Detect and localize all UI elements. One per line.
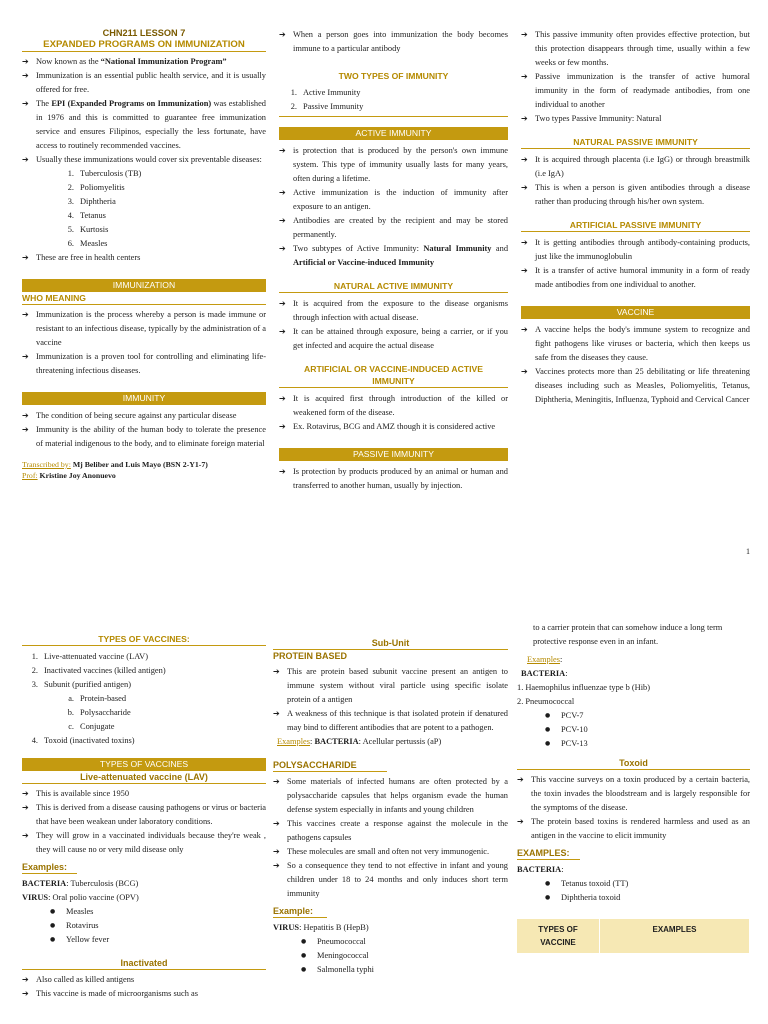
bacteria-label: BACTERIA: [517,865,564,874]
page1-column-3 [521,28,750,407]
artificial-passive-bullet: ➔ It is a transfer of active humoral immunity in a form of ready made antibodies from one individual to another. [521,266,750,289]
immunization-bullet: ➔ Immunization is the process whereby a person is made immune or resistant to an infectious disease, typically by the administration of a vaccine [22,310,266,347]
list-item: 1. Tuberculosis (TB) [67,169,142,178]
lav-heading: Live-attenuated vaccine (LAV) [22,771,266,784]
arrow-icon: ➔ [279,188,286,197]
list-item: 1. Live-attenuated vaccine (LAV) [31,652,149,661]
arrow-icon: ➔ [521,266,528,275]
list-item: 2. Poliomyelitis [67,183,125,192]
credits: Transcribed by: Mj Beliber and Luis Mayo (BSN 2-Y1-7) Prof: Kristine Joy Anonuevo [22,460,208,480]
intro-text: Usually these immunizations would cover six preventable diseases: [36,155,262,164]
toxoid-bullet: ➔ This vaccine surveys on a toxin produced by a certain bacteria, the toxin invades the bloodstream and is largely responsible for the symptoms of the disease. [517,775,750,812]
list-item: ● Yellow fever [50,935,110,944]
list-item: b. Polysaccharide [67,708,131,717]
list-item: ● Pneumococcal [301,937,366,946]
arrow-icon: ➔ [22,989,29,998]
lav-bullet: ➔ They will grow in a vaccinated individuals because they're weak , they will cause no or very mild disease only [22,831,266,854]
immunization-band: IMMUNIZATION [22,279,266,292]
inactivated-heading: Inactivated [22,957,266,970]
arrow-icon: ➔ [279,146,286,155]
text-bullet: ➔ When a person goes into immunization the body becomes immune to a particular antibody [279,30,508,53]
list-item: 1. Active Immunity [290,88,361,97]
list-item: ● Rotavirus [50,921,99,930]
page-number: 1 [746,547,750,556]
arrow-icon: ➔ [22,57,29,66]
immunity-bullet: ➔ Immunity is the ability of the human body to tolerate the presence of material indigenous to the body, and to eliminate foreign material [22,425,266,448]
intro-text: The [36,99,52,108]
list-item: 2. Inactivated vaccines (killed antigen) [31,666,166,675]
list-item: 5. Kurtosis [67,225,109,234]
natural-passive-bullet: ➔ It is acquired through placenta (i.e IgG) or through breastmilk (i.e IgA) [521,155,750,178]
list-item: ● Measles [50,907,94,916]
list-item: 1. Haemophilus influenzae type b (Hib) [517,683,651,692]
lav-bullet: ➔ This is derived from a disease causing pathogens or virus or bacteria that have been weakean under laboratory conditions. [22,803,266,826]
active-bullet: ➔ Active immunization is the induction of immunity after exposure to an antigen. [279,188,508,211]
list-item: ● Salmonella typhi [301,965,374,974]
active-bullet: ➔ Two subtypes of Active Immunity: Natural Immunity and Artificial or Vaccine-induced Immunity [279,244,509,267]
polysaccharide-heading: POLYSACCHARIDE [273,759,387,772]
toxoid-bullet: ➔ The protein based toxins is rendered harmless and used as an antigen in the vaccine to elicit immunity [517,817,750,840]
vaccine-types-table [517,919,750,953]
list-item: 2. Pneumococcal [517,697,575,706]
intro-text: Immunization is an essential public health service, and it is usually offered for free. [36,71,266,94]
arrow-icon: ➔ [273,861,280,870]
arrow-icon: ➔ [22,411,29,420]
lesson-title: CHN211 LESSON 7 [102,28,186,38]
arrow-icon: ➔ [273,847,280,856]
arrow-icon: ➔ [517,775,524,784]
list-item: ● PCV-7 [545,711,584,720]
example-heading: Example: [273,905,327,918]
arrow-icon: ➔ [521,155,528,164]
arrow-icon: ➔ [521,183,528,192]
artificial-active-bullet: ➔ It is acquired first through introduction of the killed or weakened form of the disease. [279,394,508,417]
examples-heading: Examples: [527,655,563,664]
list-item: 4. Toxoid (inactivated toxins) [31,736,135,745]
arrow-icon: ➔ [273,667,280,676]
vaccine-bullet: ➔ A vaccine helps the body's immune system to recognize and fight pathogens like viruses or bacteria, which then keeps us safe from the diseases they cause. [521,325,750,362]
passive-bullet: ➔ This passive immunity often provides effective protection, but this protection disappears through time, usually within a few weeks or few months. [521,30,750,67]
arrow-icon: ➔ [273,819,280,828]
two-types-heading: TWO TYPES OF IMMUNITY [338,71,449,81]
artificial-passive-bullet: ➔ It is getting antibodies through antibody-containing products, just like the immunoglobulin [521,238,750,261]
protein-bullet: ➔ A weakness of this technique is that isolated protein if denatured may bind to different antibodies that are potent to a pathogen. [273,709,508,732]
arrow-icon: ➔ [279,394,286,403]
immunity-bullet: ➔ The condition of being secure against any particular disease [22,409,266,423]
examples-heading: EXAMPLES: [517,847,580,860]
artificial-active-heading: ARTIFICIAL OR VACCINE-INDUCED ACTIVE IMMUNITY [279,363,508,388]
natural-active-heading: NATURAL ACTIVE IMMUNITY [279,280,508,293]
list-item: 6. Measles [67,239,108,248]
protein-bullet: ➔ This are protein based subunit vaccine present an antigen to immune system without viral particle using specific isolate protein of a antigen [273,667,508,704]
passive-immunity-band: PASSIVE IMMUNITY [279,448,508,461]
list-item: ● Meningococcal [301,951,369,960]
protein-examples: Examples: BACTERIA: Acellular pertussis (aP) [277,737,442,746]
epi-name: EPI (Expanded Programs on Immunization) [51,99,212,108]
page1-column-2 [279,28,508,493]
arrow-icon: ➔ [273,709,280,718]
list-item: a. Protein-based [68,694,127,703]
arrow-icon: ➔ [521,325,528,334]
arrow-icon: ➔ [22,155,29,164]
subunit-heading: Sub-Unit [273,637,508,650]
arrow-icon: ➔ [279,422,286,431]
arrow-icon: ➔ [279,216,286,225]
polysaccharide-bullet: ➔ These molecules are small and often not very immunogenic. [273,845,508,859]
natural-active-bullet: ➔ It is acquired from the exposure to the disease organisms through infection with actual disease. [279,299,508,322]
arrow-icon: ➔ [22,425,29,434]
page2-column-2 [273,633,508,977]
intro-text: These are free in health centers [36,253,141,262]
arrow-icon: ➔ [22,831,29,840]
arrow-icon: ➔ [521,367,528,376]
arrow-icon: ➔ [22,310,29,319]
intro-text: was established in 1976 and this is committed to guarantee free immunization service and ensures Filipinos, especially the less fortunate, have access to routinely recommended vaccines. [36,99,266,150]
list-item: 2. Passive Immunity [279,100,508,117]
list-item: ● Tetanus toxoid (TT) [545,879,629,888]
arrow-icon: ➔ [279,467,286,476]
toxoid-heading: Toxoid [517,757,750,770]
inactivated-bullet: ➔ This vaccine is made of microorganisms such as [22,987,266,1001]
table-header-types: TYPES OF VACCINE [517,919,600,953]
arrow-icon: ➔ [279,327,286,336]
list-item: ● Diphtheria toxoid [545,893,621,902]
who-meaning-heading: WHO MEANING [22,292,266,305]
arrow-icon: ➔ [521,72,528,81]
arrow-icon: ➔ [22,803,29,812]
examples-heading: Examples: [22,861,77,874]
bacteria-label: BACTERIA: [521,669,568,678]
intro-bullet [22,55,266,69]
virus-line: VIRUS: Hepatitis B (HepB) [273,923,369,932]
arrow-icon: ➔ [279,244,286,253]
table-header-examples: EXAMPLES [600,919,750,953]
arrow-icon: ➔ [22,789,29,798]
page2-column-3 [517,621,750,953]
arrow-icon: ➔ [521,30,528,39]
virus-line: VIRUS: Oral polio vaccine (OPV) [22,893,139,902]
arrow-icon: ➔ [22,253,29,262]
list-item: ● PCV-13 [545,739,588,748]
page1-column-1 [22,28,266,481]
arrow-icon: ➔ [521,238,528,247]
continued-text: to a carrier protein that can somehow induce a long term protective response even in an infant. [533,623,723,646]
arrow-icon: ➔ [517,817,524,826]
intro-bullet [22,153,266,167]
protein-based-heading: PROTEIN BASED [273,651,348,661]
page2-column-1 [22,629,266,1001]
list-item: c. Conjugate [68,722,115,731]
bacteria-line: BACTERIA: Tuberculosis (BCG) [22,879,139,888]
intro-bullet [22,97,266,153]
polysaccharide-bullet: ➔ So a consequence they tend to not effective in infant and young children under 18 to 24 months and only induces short term immunity [273,861,508,898]
arrow-icon: ➔ [279,30,286,39]
natural-passive-heading: NATURAL PASSIVE IMMUNITY [521,136,750,149]
arrow-icon: ➔ [279,299,286,308]
arrow-icon: ➔ [273,777,280,786]
arrow-icon: ➔ [22,71,29,80]
active-bullet: ➔ Antibodies are created by the recipient and may be stored permanently. [279,216,508,239]
types-of-vaccines-heading: TYPES OF VACCINES: [22,633,266,646]
immunization-bullet: ➔ Immunization is a proven tool for controlling and eliminating life-threatening infectious diseases. [22,352,266,375]
passive-bullet: ➔ Is protection by products produced by an animal or human and transferred to another human, usually by injection. [279,467,508,490]
page-2 [0,615,768,1024]
types-of-vaccines-band: TYPES OF VACCINES [22,758,266,771]
artificial-passive-heading: ARTIFICIAL PASSIVE IMMUNITY [521,219,750,232]
program-name: “National Immunization Program” [100,57,227,66]
arrow-icon: ➔ [521,114,528,123]
polysaccharide-bullet: ➔ Some materials of infected humans are often protected by a polysaccharide capsules that helps organism evade the human defense system especially in infants and young children [273,777,508,814]
immunity-band: IMMUNITY [22,392,266,405]
passive-bullet: ➔ Two types Passive Immunity: Natural [521,112,750,126]
inactivated-bullet: ➔ Also called as killed antigens [22,973,266,987]
passive-bullet: ➔ Passive immunization is the transfer of active humoral immunity in the form of readymade antibodies, from one individual to another [521,72,750,109]
list-item: 3. Subunit (purified antigen) [31,680,131,689]
arrow-icon: ➔ [22,975,29,984]
lav-bullet: ➔ This is available since 1950 [22,787,266,801]
list-item: 4. Tetanus [67,211,106,220]
active-bullet: ➔ is protection that is produced by the person's own immune system. This type of immunity usually lasts for many years, often during a lifetime. [279,146,508,183]
list-item: 3. Diphtheria [67,197,116,206]
list-item: ● PCV-10 [545,725,588,734]
polysaccharide-bullet: ➔ This vaccines create a response against the molecule in the pathogens capsules [273,819,508,842]
lesson-subtitle: EXPANDED PROGRAMS ON IMMUNIZATION [22,39,266,52]
vaccine-bullet: ➔ Vaccines protects more than 25 debilitating or life threatening diseases including such as Measles, Poliomyelitis, Tetanus, Diphtheria, Meningitis, Influenza, Typhoid and Cervical Cancer [521,367,750,404]
active-immunity-band: ACTIVE IMMUNITY [279,127,508,140]
intro-text: Now known as the [36,57,101,66]
vaccine-band: VACCINE [521,306,750,319]
artificial-active-bullet: ➔ Ex. Rotavirus, BCG and AMZ though it is considered active [279,420,508,434]
intro-bullet [22,69,266,97]
natural-active-bullet: ➔ It can be attained through exposure, being a carrier, or if you get infected and acquire the actual disease [279,327,508,350]
intro-bullet [22,251,266,265]
arrow-icon: ➔ [22,352,29,361]
natural-passive-bullet: ➔ This is when a person is given antibodies through a disease rather than producing through his/her own system. [521,183,750,206]
arrow-icon: ➔ [22,99,29,108]
disease-list [22,167,266,251]
